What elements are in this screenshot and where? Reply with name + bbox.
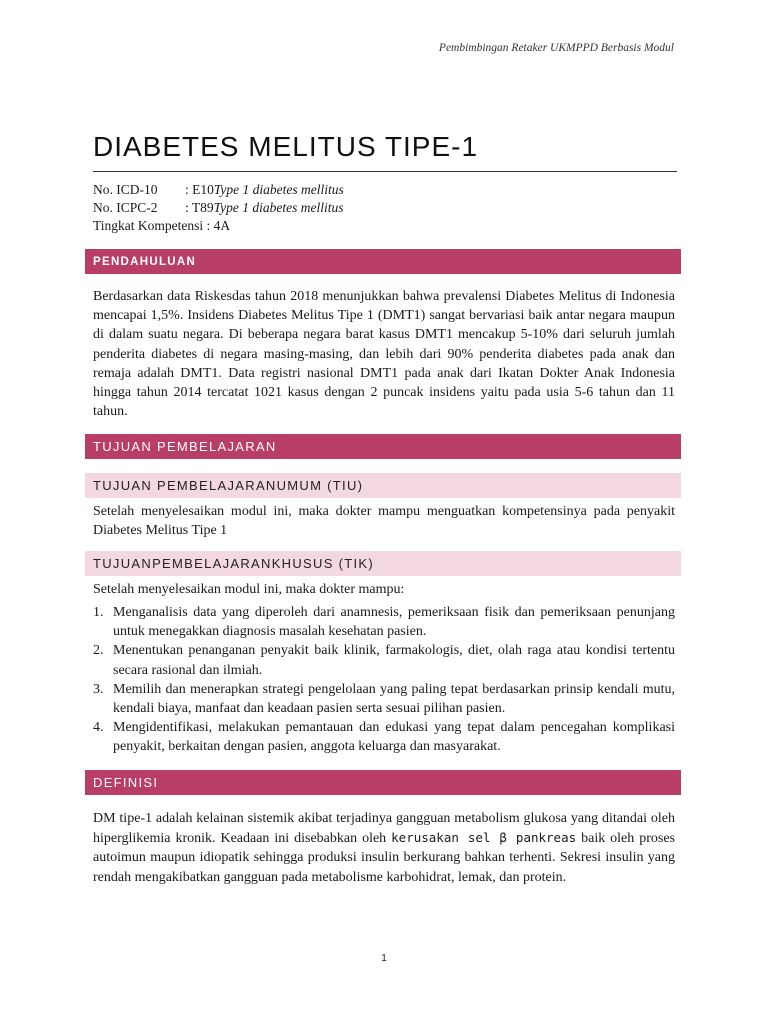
icpc-code: : T89 bbox=[185, 200, 214, 215]
running-header: Pembimbingan Retaker UKMPPD Berbasis Modul bbox=[438, 42, 674, 54]
list-text: Menentukan penanganan penyakit baik klinik, farmakologis, diet, olah raga atau kondisi tertentu secara rasional dan ilmiah. bbox=[113, 643, 675, 678]
list-text: Menganalisis data yang diperoleh dari anamnesis, pemeriksaan fisik dan pemeriksaan penunjang untuk menegakkan diagnosis masalah kesehatan pasien. bbox=[113, 605, 675, 640]
list-item bbox=[93, 641, 675, 679]
pendahuluan-paragraph: Berdasarkan data Riskesdas tahun 2018 menunjukkan bahwa prevalensi Diabetes Melitus di Indonesia mencapai 1,5%. Insidens Diabetes Melitus Tipe 1 (DMT1) sangat bervariasi baik antar negara maupun di dalam suatu negara. Di beberapa negara barat kasus DMT1 mencakup 5-10% dari seluruh jumlah penderita diabetes di negara masing-masing, dan lebih dari 90% penderita diabetes pada anak dan remaja adalah DMT1. Data registri nasional DMT1 pada anak dari Ikatan Dokter Anak Indonesia hingga tahun 2014 tercatat 1021 kasus dengan 2 puncak insidens yaitu pada usia 5-6 tahun dan 11 tahun. bbox=[93, 289, 675, 420]
page-title: DIABETES MELITUS TIPE-1 bbox=[93, 131, 479, 162]
icd-row bbox=[93, 181, 344, 199]
list-item bbox=[93, 603, 675, 641]
section-tujuan bbox=[85, 434, 681, 459]
icd-code: : E10 bbox=[185, 182, 214, 197]
kompetensi-text: Tingkat Kompetensi : 4A bbox=[93, 218, 231, 233]
section-tiu bbox=[85, 473, 681, 498]
title-rule bbox=[93, 171, 677, 172]
list-number: 4. bbox=[93, 720, 104, 736]
icpc-desc: Type 1 diabetes mellitus bbox=[213, 200, 344, 215]
section-pendahuluan bbox=[85, 249, 681, 274]
icpc-label: No. ICPC-2 bbox=[93, 200, 158, 215]
kompetensi-row bbox=[93, 217, 344, 235]
list-text: Mengidentifikasi, melakukan pemantauan dan edukasi yang tepat dalam pencegahan komplikasi penyakit, berkaitan dengan pasien, anggota keluarga dan masyarakat. bbox=[113, 720, 675, 755]
section-pendahuluan-label: PENDAHULUAN bbox=[93, 255, 197, 268]
list-number: 1. bbox=[93, 605, 104, 620]
list-item bbox=[93, 718, 675, 756]
list-item bbox=[93, 680, 675, 718]
list-number: 2. bbox=[93, 643, 104, 659]
section-tik bbox=[85, 551, 681, 576]
tik-list bbox=[93, 603, 675, 757]
tik-intro: Setelah menyelesaikan modul ini, maka dokter mampu: bbox=[93, 582, 405, 597]
list-number: 3. bbox=[93, 681, 104, 697]
page-number: 1 bbox=[381, 953, 387, 964]
icd-desc: Type 1 diabetes mellitus bbox=[213, 182, 344, 197]
icpc-row bbox=[93, 199, 344, 217]
icd-label: No. ICD-10 bbox=[93, 182, 158, 197]
definisi-paragraph bbox=[93, 809, 675, 887]
tiu-paragraph: Setelah menyelesaikan modul ini, maka dokter mampu menguatkan kompetensinya pada penyakit Diabetes Melitus Tipe 1 bbox=[93, 504, 675, 539]
section-tik-label: TUJUANPEMBELAJARANKHUSUS (TIK) bbox=[93, 556, 374, 571]
definisi-text-3: baik oleh proses autoimun maupun idiopatik sehingga produksi insulin berkurang bahkan terhenti. Sekresi insulin yang rendah mengakibatkan gangguan pada metabolisme karbohidrat, lemak, dan protein. bbox=[93, 831, 675, 885]
section-tiu-label: TUJUAN PEMBELAJARANUMUM (TIU) bbox=[93, 478, 364, 493]
list-text: Memilih dan menerapkan strategi pengelolaan yang paling tepat berdasarkan prinsip kendali mutu, kendali biaya, manfaat dan keadaan pasien serta sesuai pilihan pasien. bbox=[113, 681, 675, 717]
definisi-text-2: kerusakan sel β pankreas bbox=[391, 830, 577, 846]
section-definisi bbox=[85, 770, 681, 795]
section-tujuan-label: TUJUAN PEMBELAJARAN bbox=[93, 439, 277, 454]
code-block bbox=[93, 181, 344, 235]
section-definisi-label: DEFINISI bbox=[93, 775, 159, 790]
definisi-text-1: DM tipe-1 adalah kelainan sistemik akibat terjadinya gangguan metabolism glukosa yang ditandai oleh hiperglikemia kronik. Keadaan ini disebabkan oleh bbox=[93, 811, 675, 847]
